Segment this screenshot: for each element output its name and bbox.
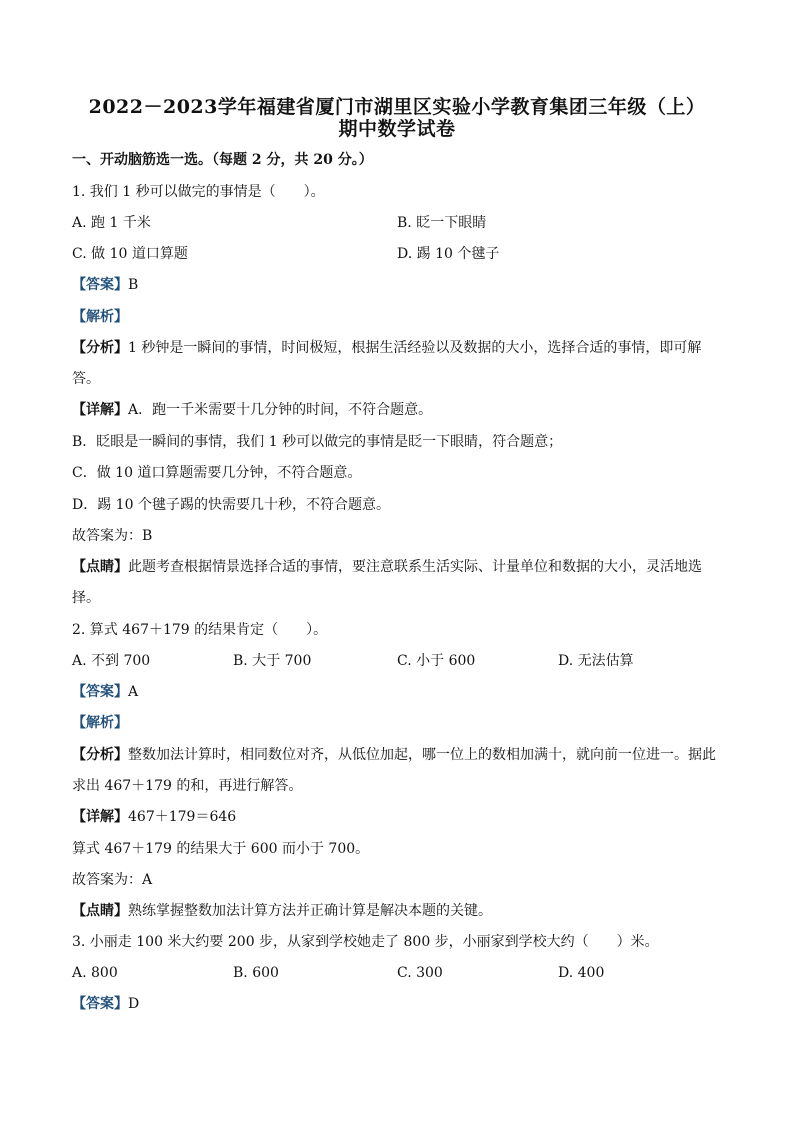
q2-detail: 算式 467＋179 的结果大于 600 而小于 700。	[72, 841, 370, 857]
q3-option-c: C. 300	[397, 965, 443, 981]
q1-detail-b: B．眨眼是一瞬间的事情，我们 1 秒可以做完的事情是眨一下眼睛，符合题意；	[72, 434, 563, 450]
q2-option-d: D. 无法估算	[558, 653, 634, 669]
q2-stem: 2. 算式 467＋179 的结果肯定（ ）。	[72, 622, 328, 638]
q1-option-d: D. 踢 10 个毽子	[397, 246, 500, 262]
xiangjie-text: A．跑一千米需要十几分钟的时间，不符合题意。	[128, 402, 433, 418]
fenxi-text: 整数加法计算时，相同数位对齐，从低位加起，哪一位上的数相加满十，就向前一位进一。据此	[128, 747, 716, 763]
q2-fenxi-cont: 求出 467＋179 的和，再进行解答。	[72, 778, 303, 794]
analysis-tag: 【解析】	[72, 309, 128, 325]
answer-value: D	[128, 996, 140, 1012]
q1-conclusion: 故答案为：B	[72, 528, 153, 544]
q1-dianjing	[72, 558, 702, 576]
q2-analysis	[72, 714, 128, 732]
q2-option-a: A. 不到 700	[72, 653, 151, 669]
q2-option-c: C. 小于 600	[397, 653, 476, 669]
answer-value: B	[128, 277, 139, 293]
q3-stem: 3. 小丽走 100 米大约要 200 步，从家到学校她走了 800 步，小丽家到学校大约（ ）米。	[72, 934, 659, 950]
q1-analysis	[72, 308, 128, 326]
xiangjie-tag: 【详解】	[72, 809, 128, 825]
q2-xiangjie	[72, 808, 236, 826]
q3-option-b: B. 600	[233, 965, 279, 981]
answer-value: A	[128, 684, 139, 700]
q2-answer	[72, 683, 138, 701]
answer-tag: 【答案】	[72, 996, 128, 1012]
section-heading: 一、开动脑筋选一选。（每题 2 分，共 20 分。）	[72, 152, 373, 168]
xiangjie-tag: 【详解】	[72, 402, 128, 418]
q2-option-b: B. 大于 700	[233, 653, 312, 669]
q1-dianjing-cont: 择。	[72, 590, 100, 606]
q1-fenxi	[72, 339, 701, 357]
xiangjie-text: 467＋179＝646	[128, 809, 237, 825]
q3-option-d: D. 400	[558, 965, 605, 981]
answer-tag: 【答案】	[72, 684, 128, 700]
fenxi-text: 1 秒钟是一瞬间的事情，时间极短，根据生活经验以及数据的大小，选择合适的事情，即可解	[128, 340, 702, 356]
dianjing-text: 熟练掌握整数加法计算方法并正确计算是解决本题的关键。	[128, 903, 492, 919]
q1-option-b: B. 眨一下眼睛	[397, 215, 487, 231]
dianjing-tag: 【点睛】	[72, 559, 128, 575]
analysis-tag: 【解析】	[72, 715, 128, 731]
q2-conclusion: 故答案为：A	[72, 872, 153, 888]
q3-option-a: A. 800	[72, 965, 118, 981]
q2-dianjing	[72, 902, 492, 920]
q1-detail-d: D．踢 10 个毽子踢的快需要几十秒，不符合题意。	[72, 497, 390, 513]
dianjing-text: 此题考查根据情景选择合适的事情，要注意联系生活实际、计量单位和数据的大小，灵活地选	[128, 559, 702, 575]
fenxi-tag: 【分析】	[72, 340, 128, 356]
q1-fenxi-cont: 答。	[72, 371, 100, 387]
q1-stem: 1. 我们 1 秒可以做完的事情是（ ）。	[72, 184, 325, 200]
q1-detail-c: C．做 10 道口算题需要几分钟，不符合题意。	[72, 465, 362, 481]
q2-fenxi	[72, 746, 716, 764]
exam-title-line1: 2022－2023学年福建省厦门市湖里区实验小学教育集团三年级（上）	[88, 96, 706, 118]
q1-xiangjie	[72, 401, 432, 419]
q3-answer	[72, 995, 139, 1013]
answer-tag: 【答案】	[72, 277, 128, 293]
q1-option-c: C. 做 10 道口算题	[72, 246, 188, 262]
fenxi-tag: 【分析】	[72, 747, 128, 763]
q1-option-a: A. 跑 1 千米	[72, 215, 151, 231]
exam-title-line2: 期中数学试卷	[338, 118, 456, 140]
dianjing-tag: 【点睛】	[72, 903, 128, 919]
q1-answer	[72, 276, 138, 294]
